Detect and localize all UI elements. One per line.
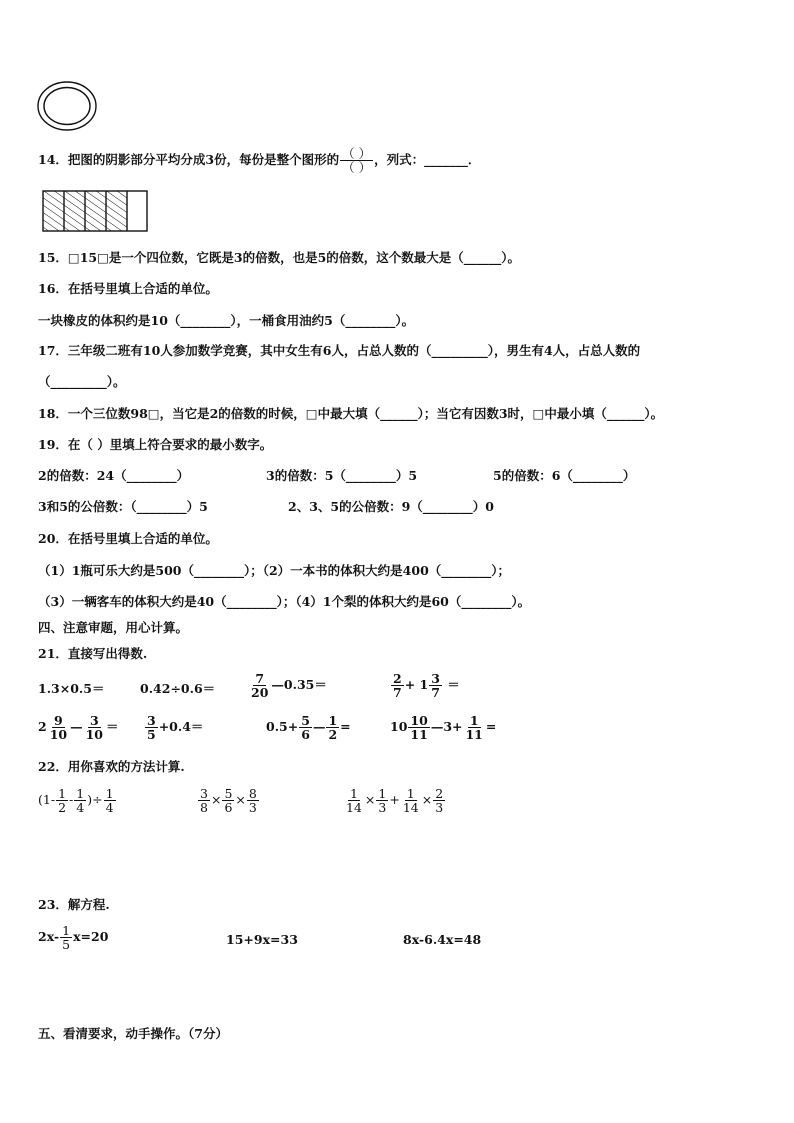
q21-e8-den2: 11 (465, 727, 483, 742)
section-4-heading: 四、注意审题，用心计算。 (38, 620, 189, 635)
q18: 18．一个三位数98□，当它是2的倍数的时候，□中最大填（______）；当它有因数3时，□中最小填（______）。 (38, 406, 664, 421)
q14-fraction (340, 147, 373, 174)
q22-f2-den3: 3 (248, 800, 257, 815)
q21-e8-whole: 10 (390, 719, 408, 734)
q14-line (38, 147, 480, 174)
q22-f1-den3: 4 (105, 800, 114, 815)
q21-e7-eq: = (340, 719, 351, 734)
q22-f3-num3: 1 (406, 786, 415, 801)
q21-e3-num: 7 (255, 671, 265, 686)
q14-tail: ，列式：_______． (374, 152, 481, 167)
q22-f3-op2: + (389, 792, 400, 807)
q19-item-e: 2、3、5的公倍数：9（________）0 (288, 499, 494, 514)
q22-f1-pre: (1- (38, 792, 56, 807)
q22-f1-op1: - (69, 792, 74, 807)
q14-fraction-den: （ ） (342, 160, 372, 175)
q22-title: 22．用你喜欢的方法计算. (38, 759, 185, 774)
q21-e8-num1: 10 (410, 713, 428, 728)
q20-title: 20．在括号里填上合适的单位。 (38, 531, 218, 546)
q17-line2: （_________）。 (38, 374, 126, 389)
q21-e8-mid: —3+ (430, 719, 463, 734)
q21-expr-7 (266, 714, 351, 741)
q21-e4-num1: 2 (393, 671, 402, 686)
q21-e3-den: 20 (251, 685, 269, 700)
q22-expr-1 (38, 787, 117, 814)
q19-title: 19．在（ ）里填上符合要求的最小数字。 (38, 437, 273, 452)
q19-item-d: 3和5的公倍数：（________）5 (38, 499, 208, 514)
q22-f2-den1: 8 (200, 800, 208, 815)
q21-e5-den1: 10 (49, 727, 68, 742)
q21-e4-eq: ＝ (442, 677, 460, 692)
q23-expr-2: 15+9x=33 (226, 932, 298, 947)
q22-f3-num2: 1 (378, 786, 387, 801)
q21-e8-eq: = (485, 719, 497, 734)
q19-item-a: 2的倍数：24（________） (38, 468, 190, 483)
q21-e5-den2: 10 (85, 727, 104, 742)
q21-expr-1: 1.3×0.5＝ (38, 681, 105, 696)
q21-expr-3 (248, 672, 327, 699)
q14-fraction-num: （ ） (342, 146, 372, 161)
q21-e4-den2: 7 (431, 685, 440, 700)
q14-text: 14．把图的阴影部分平均分成3份，每份是整个图形的 (38, 152, 340, 167)
q22-f2-op1: × (210, 792, 222, 807)
q21-expr-8 (390, 714, 496, 741)
q22-f3-num4: 2 (435, 786, 444, 801)
q23-e1-pre: 2x- (38, 929, 60, 944)
q22-f2-num3: 8 (248, 786, 257, 801)
q21-e7-op: — (312, 719, 326, 734)
q21-expr-2: 0.42÷0.6＝ (140, 681, 216, 696)
q21-e7-pre: 0.5+ (266, 719, 299, 734)
q20-line2: （3）一辆客车的体积大约是40（________）；（4）1个梨的体积大约是60（________）。 (38, 594, 531, 609)
q16-title: 16．在括号里填上合适的单位。 (38, 281, 218, 296)
q23-expr-1 (38, 924, 108, 951)
q16-line: 一块橡皮的体积约是10（________），一桶食用油约5（________）。 (38, 313, 415, 328)
q21-e5-num1: 9 (54, 713, 63, 728)
q22-f3-op3: × (421, 792, 433, 807)
q20-line1: （1）1瓶可乐大约是500（________）；（2）一本书的体积大约是400（________）； (38, 563, 511, 578)
q22-f2-num2: 5 (224, 786, 233, 801)
q21-e4-plus: + 1 (404, 677, 429, 692)
q21-e8-den1: 11 (410, 727, 428, 742)
q22-f3-den3: 14 (402, 800, 419, 815)
q21-e5-num2: 3 (89, 713, 99, 728)
q21-e8-num2: 1 (469, 713, 479, 728)
q21-e7-den2: 2 (328, 727, 338, 742)
q22-f1-num1: 1 (58, 786, 67, 801)
q22-f1-den2: 4 (76, 800, 85, 815)
q15: 15．□15□是一个四位数，它既是3的倍数，也是5的倍数，这个数最大是（______）。 (38, 250, 521, 265)
q17-line1: 17．三年级二班有10人参加数学竞赛，其中女生有6人，占总人数的（_________），男生有4人，占总人数的 (38, 343, 641, 358)
q22-f1-den1: 2 (58, 800, 67, 815)
q22-expr-2 (197, 787, 260, 814)
q21-e5-whole: 2 (38, 719, 47, 734)
double-circle-figure (36, 80, 98, 132)
section-5-heading: 五、看清要求，动手操作。（7分） (38, 1026, 228, 1041)
q21-e6-den: 5 (147, 727, 156, 742)
q19-item-b: 3的倍数：5（________）5 (266, 468, 418, 483)
q21-expr-5 (38, 714, 119, 741)
q23-title: 23．解方程. (38, 897, 110, 912)
q22-f3-den1: 14 (346, 800, 362, 815)
q21-e3-rest: —0.35＝ (271, 677, 327, 692)
q21-e7-num2: 1 (328, 713, 338, 728)
q22-f2-den2: 6 (224, 800, 233, 815)
q23-e1-den: 5 (62, 937, 71, 952)
q21-e6-rest: +0.4＝ (158, 719, 204, 734)
q19-item-c: 5的倍数：6（________） (493, 468, 636, 483)
q23-expr-3: 8x-6.4x=48 (403, 932, 482, 947)
q21-e5-op: — (70, 719, 83, 734)
q22-f3-den2: 3 (378, 800, 387, 815)
hatched-rectangle-figure (42, 190, 148, 232)
q22-expr-3 (343, 787, 446, 814)
q21-e4-den1: 7 (393, 685, 402, 700)
q22-f1-op2: )÷ (87, 792, 103, 807)
q23-e1-rest: x=20 (73, 929, 109, 944)
q22-f2-op2: × (235, 792, 246, 807)
q21-title: 21．直接写出得数. (38, 646, 148, 661)
q21-expr-6 (144, 714, 203, 741)
q21-expr-4 (390, 672, 460, 699)
q22-f2-num1: 3 (200, 786, 208, 801)
q23-e1-num: 1 (62, 923, 71, 938)
q21-e5-eq: ＝ (106, 719, 119, 734)
q22-f3-num1: 1 (349, 786, 358, 801)
q22-f3-den4: 3 (435, 800, 444, 815)
q21-e7-num1: 5 (301, 713, 310, 728)
q22-f3-op1: × (364, 792, 376, 807)
q21-e4-num2: 3 (431, 671, 440, 686)
q22-f1-num2: 1 (76, 786, 85, 801)
q21-e6-num: 3 (147, 713, 156, 728)
q22-f1-num3: 1 (105, 786, 114, 801)
q21-e7-den1: 6 (301, 727, 310, 742)
